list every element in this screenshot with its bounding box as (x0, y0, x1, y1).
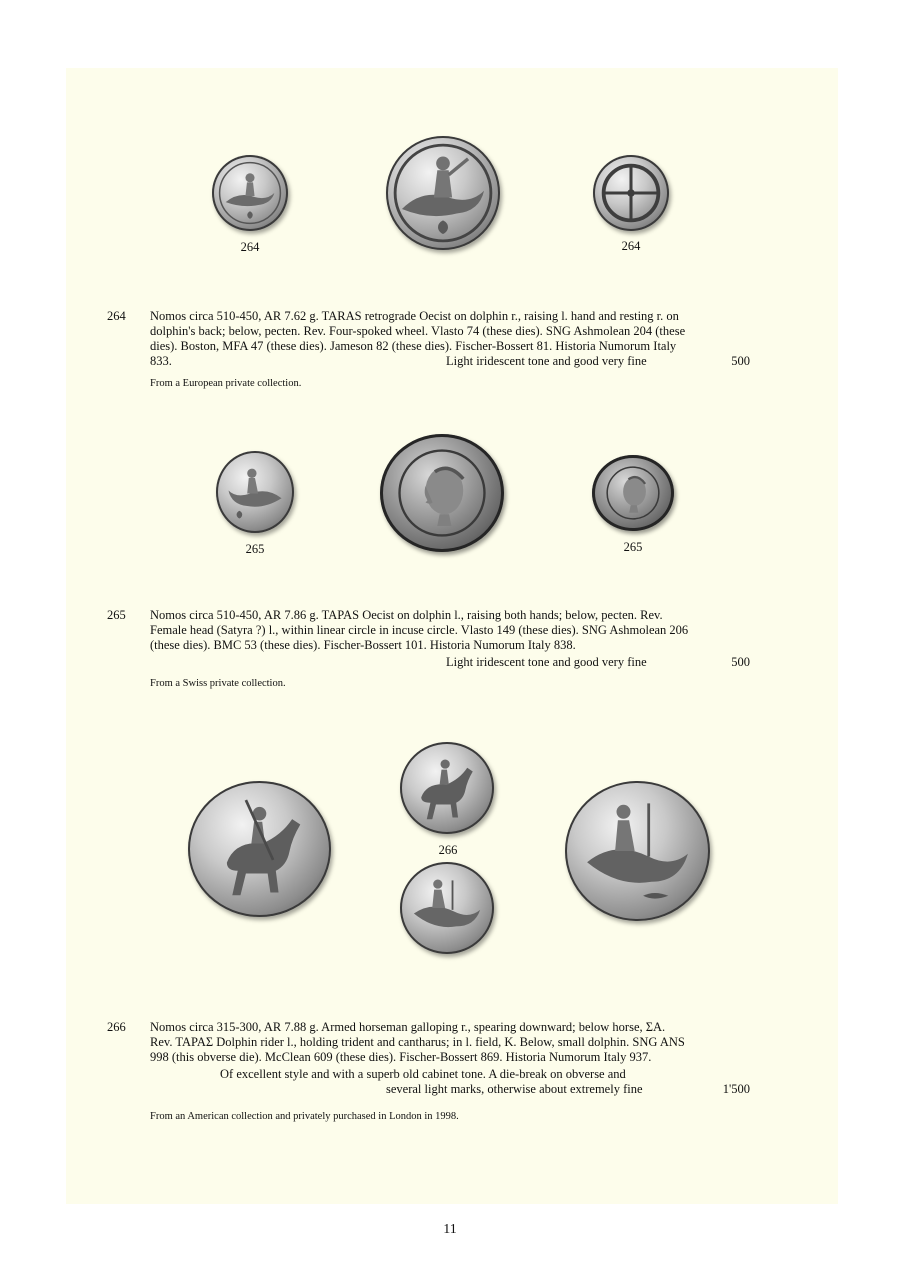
dolphin-rider-coin-icon (400, 862, 494, 954)
horseman-coin-icon (188, 781, 331, 917)
description-line: Nomos circa 510-450, AR 7.86 g. TAPAS Oecist on dolphin l., raising both hands; below, pecten. Rev. (150, 608, 663, 622)
description-line: Nomos circa 510-450, AR 7.62 g. TARAS retrograde Oecist on dolphin r., raising l. hand and resting r. on (150, 309, 679, 323)
female-head-coin-icon (592, 455, 674, 531)
coin-266-obverse-small (400, 742, 494, 834)
description-line: 998 (this obverse die). McClean 609 (these dies). Fischer-Bossert 869. Historia Numorum Italy 937. (150, 1050, 652, 1064)
lot-grade-line: Of excellent style and with a superb old cabinet tone. A die-break on obverse and (220, 1067, 626, 1081)
coin-264-obverse-large (386, 136, 500, 250)
coin-266-reverse-large (565, 781, 710, 921)
coin-caption: 265 (245, 542, 265, 556)
description-line: Nomos circa 315-300, AR 7.88 g. Armed horseman galloping r., spearing downward; below horse, ΣA. (150, 1020, 666, 1034)
description-line: Female head (Satyra ?) l., within linear circle in incuse circle. Vlasto 149 (these dies). SNG Ashmolean 206 (150, 623, 689, 637)
lot-estimate: 1'500 (722, 1082, 750, 1096)
lot-description (150, 608, 750, 653)
lot-number: 266 (107, 1020, 126, 1034)
coin-266-reverse-small (400, 862, 494, 954)
page-number: 11 (443, 1222, 457, 1237)
dolphin-rider-coin-icon (212, 155, 288, 231)
coin-264-obverse-small (212, 155, 288, 231)
lot-number: 265 (107, 608, 126, 622)
description-line: 833. (150, 354, 172, 368)
coin-265-reverse-large (380, 434, 504, 552)
dolphin-rider-coin-icon (565, 781, 710, 921)
description-line: dolphin's back; below, pecten. Rev. Four-spoked wheel. Vlasto 74 (these dies). SNG Ashmolean 204 (these (150, 324, 686, 338)
dolphin-rider-coin-icon (386, 136, 500, 250)
coin-266-obverse-large (188, 781, 331, 917)
lot-provenance: From a Swiss private collection. (150, 678, 286, 689)
lot-grade: Light iridescent tone and good very fine (446, 655, 647, 669)
coin-caption: 264 (621, 239, 641, 253)
description-line: dies). Boston, MFA 47 (these dies). Jameson 82 (these dies). Fischer-Bossert 81. Historia Numorum Italy (150, 339, 677, 353)
lot-provenance: From an American collection and privately purchased in London in 1998. (150, 1111, 459, 1122)
coin-265-reverse-small (592, 455, 674, 531)
lot-number: 264 (107, 309, 126, 323)
coin-265-obverse-small (216, 451, 294, 533)
coin-caption: 264 (240, 240, 260, 254)
coin-264-reverse (593, 155, 669, 231)
description-line: (these dies). BMC 53 (these dies). Fischer-Bossert 101. Historia Numorum Italy 838. (150, 638, 576, 652)
lot-grade: Light iridescent tone and good very fine (446, 354, 647, 368)
dolphin-rider-coin-icon (216, 451, 294, 533)
female-head-coin-icon (380, 434, 504, 552)
four-spoked-wheel-coin-icon (593, 155, 669, 231)
lot-provenance: From a European private collection. (150, 378, 302, 389)
horseman-coin-icon (400, 742, 494, 834)
lot-estimate: 500 (731, 655, 750, 669)
coin-caption: 266 (438, 843, 458, 857)
coin-caption: 265 (623, 540, 643, 554)
lot-description (150, 1020, 750, 1065)
lot-grade-line: several light marks, otherwise about extremely fine (386, 1082, 643, 1096)
description-line: Rev. TAPAΣ Dolphin rider l., holding trident and cantharus; in l. field, K. Below, small dolphin. SNG ANS (150, 1035, 685, 1049)
lot-estimate: 500 (731, 354, 750, 368)
